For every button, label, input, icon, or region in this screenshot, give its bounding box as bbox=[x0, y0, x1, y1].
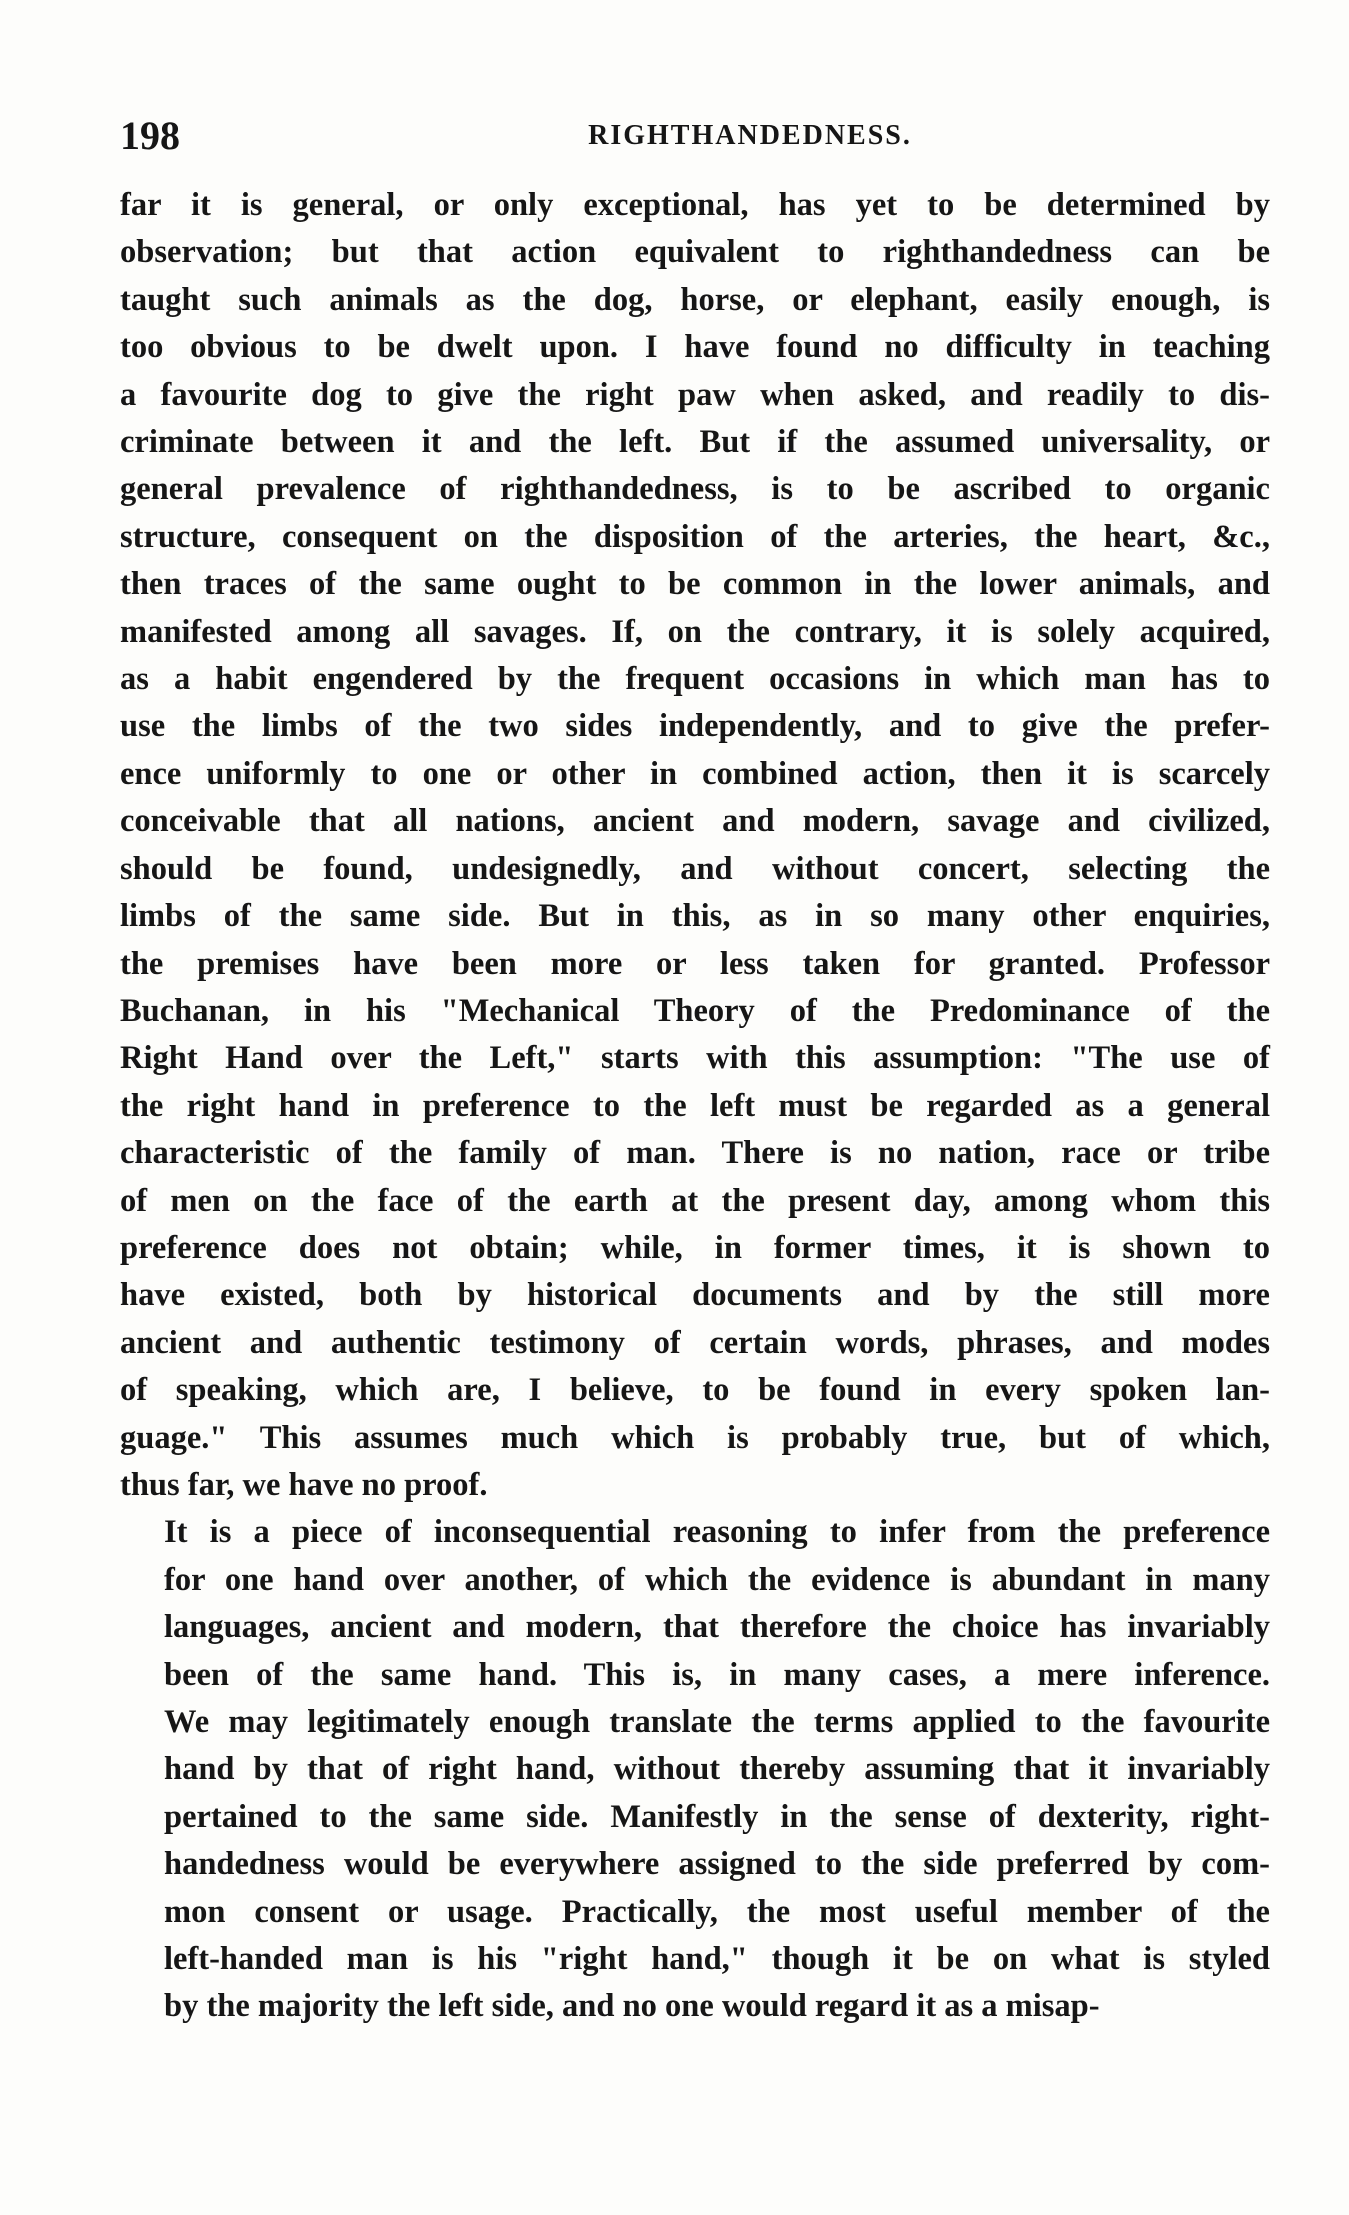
text-line: left-handed man is his "right hand," though it be on what is styled bbox=[164, 1941, 1270, 1978]
text-line: characteristic of the family of man. There is no nation, race or tribe bbox=[120, 1135, 1270, 1172]
page-number: 198 bbox=[120, 113, 180, 158]
text-line: pertained to the same side. Manifestly in the sense of dexterity, right- bbox=[164, 1798, 1270, 1835]
text-line: mon consent or usage. Practically, the most useful member of the bbox=[164, 1893, 1270, 1930]
text-line: thus far, we have no proof. bbox=[120, 1466, 488, 1503]
body-text bbox=[120, 182, 1270, 2031]
text-line: then traces of the same ought to be common in the lower animals, and bbox=[120, 566, 1270, 603]
text-line: observation; but that action equivalent to righthandedness can be bbox=[120, 234, 1270, 271]
text-line: as a habit engendered by the frequent occasions in which man has to bbox=[120, 661, 1270, 698]
text-line: We may legitimately enough translate the terms applied to the favourite bbox=[164, 1704, 1270, 1740]
text-line: It is a piece of inconsequential reasoning to infer from the preference bbox=[164, 1514, 1270, 1551]
text-line: general prevalence of righthandedness, is to be ascribed to organic bbox=[120, 471, 1270, 508]
paragraph bbox=[120, 1509, 1270, 2030]
running-title: RIGHTHANDEDNESS. bbox=[588, 120, 912, 151]
text-line: by the majority the left side, and no one would regard it as a misap- bbox=[164, 1988, 1100, 2025]
text-line: the right hand in preference to the left must be regarded as a general bbox=[120, 1087, 1270, 1124]
text-line: been of the same hand. This is, in many cases, a mere inference. bbox=[164, 1656, 1270, 1693]
text-line: taught such animals as the dog, horse, or elephant, easily enough, is bbox=[120, 281, 1270, 318]
text-line: handedness would be everywhere assigned to the side preferred by com- bbox=[164, 1846, 1270, 1883]
paragraph bbox=[120, 182, 1270, 1509]
running-head bbox=[120, 112, 1260, 162]
text-line: should be found, undesignedly, and without concert, selecting the bbox=[120, 850, 1270, 887]
text-line: languages, ancient and modern, that therefore the choice has invariably bbox=[164, 1609, 1270, 1646]
text-line: limbs of the same side. But in this, as in so many other enquiries, bbox=[120, 898, 1270, 935]
text-line: structure, consequent on the disposition of the arteries, the heart, &c., bbox=[120, 518, 1270, 555]
text-line: have existed, both by historical documents and by the still more bbox=[120, 1277, 1270, 1314]
text-line: ancient and authentic testimony of certain words, phrases, and modes bbox=[120, 1324, 1270, 1361]
text-line: too obvious to be dwelt upon. I have found no difficulty in teaching bbox=[120, 329, 1270, 366]
text-line: ence uniformly to one or other in combined action, then it is scarcely bbox=[120, 755, 1270, 792]
text-line: the premises have been more or less taken for granted. Professor bbox=[120, 945, 1270, 982]
text-line: of men on the face of the earth at the present day, among whom this bbox=[120, 1182, 1270, 1219]
text-line: conceivable that all nations, ancient and modern, savage and civilized, bbox=[120, 803, 1270, 840]
text-line: far it is general, or only exceptional, has yet to be determined by bbox=[120, 187, 1270, 223]
text-line: criminate between it and the left. But if the assumed universality, or bbox=[120, 424, 1270, 461]
text-line: guage." This assumes much which is probably true, but of which, bbox=[120, 1419, 1270, 1456]
text-line: Right Hand over the Left," starts with this assumption: "The use of bbox=[120, 1040, 1270, 1077]
text-line: Buchanan, in his "Mechanical Theory of the Predominance of the bbox=[120, 992, 1270, 1029]
text-line: of speaking, which are, I believe, to be found in every spoken lan- bbox=[120, 1372, 1270, 1409]
text-line: preference does not obtain; while, in former times, it is shown to bbox=[120, 1229, 1270, 1266]
text-line: for one hand over another, of which the evidence is abundant in many bbox=[164, 1561, 1270, 1598]
text-line: a favourite dog to give the right paw when asked, and readily to dis- bbox=[120, 376, 1270, 413]
text-line: use the limbs of the two sides independently, and to give the prefer- bbox=[120, 708, 1270, 745]
text-line: manifested among all savages. If, on the contrary, it is solely acquired, bbox=[120, 613, 1270, 650]
text-line: hand by that of right hand, without thereby assuming that it invariably bbox=[164, 1751, 1270, 1788]
